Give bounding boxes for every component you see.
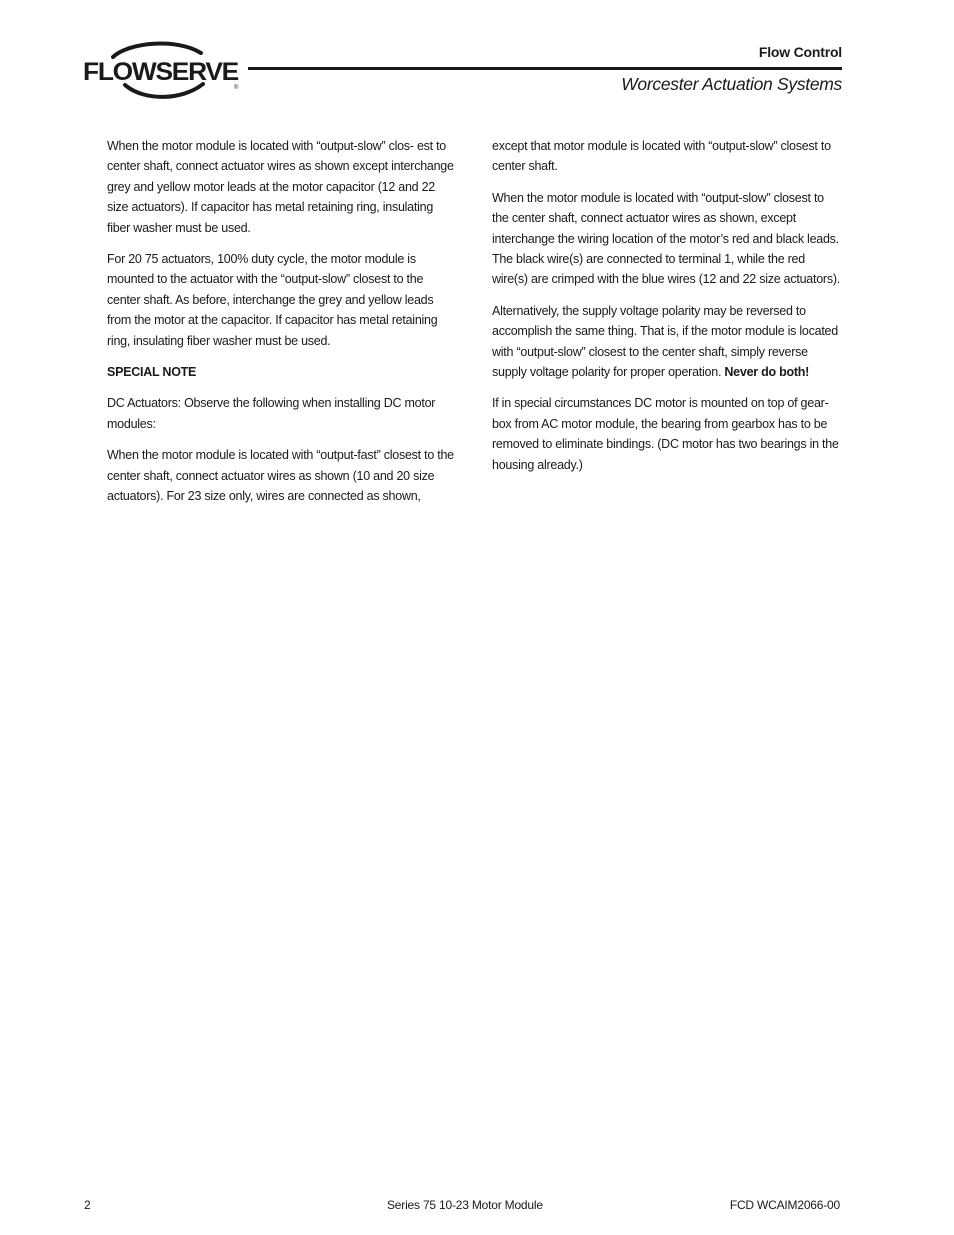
right-paragraph-1: except that motor module is located with “output-slow” closest to center shaft. xyxy=(492,139,831,174)
right-paragraph-4: If in special circumstances DC motor is mounted on top of gear- box from AC motor module, the bearing from gearbox has to be removed to eliminate bindings. (DC motor has two bearings in the housing already.) xyxy=(492,396,839,472)
right-column xyxy=(492,136,840,486)
left-paragraph-1: When the motor module is located with “output-slow” clos- est to center shaft, connect actuator wires as shown except interchange grey and yellow motor leads at the motor capacitor (12 and 22 size actuators). If capacitor has metal retaining ring, insulating fiber washer must be used. xyxy=(107,139,454,235)
page-number: 2 xyxy=(84,1198,91,1212)
header-rule xyxy=(248,67,842,70)
footer-document-title: Series 75 10-23 Motor Module xyxy=(387,1198,543,1212)
left-paragraph-4: When the motor module is located with “output-fast” closest to the center shaft, connect actuator wires as shown (10 and 20 size actuators). For 23 size only, wires are connected as shown, xyxy=(107,448,454,504)
footer-document-code: FCD WCAIM2066-00 xyxy=(729,1198,840,1212)
special-note-heading: SPECIAL NOTE xyxy=(107,365,197,380)
header-subtitle: Worcester Actuation Systems xyxy=(621,74,842,94)
logo-wordmark: FLOWSERVE xyxy=(83,58,239,86)
right-paragraph-3 xyxy=(492,301,840,383)
logo-registered-mark: ® xyxy=(234,85,239,91)
right-paragraph-2: When the motor module is located with “output-slow” closest to the center shaft, connect actuator wires as shown, except interchange the wiring location of the motor’s red and black leads. The black wire(s) are connected to terminal 1, while the red wire(s) are crimped with the blue wires (12 and 22 size actuators). xyxy=(492,190,840,287)
flowserve-logo xyxy=(83,40,241,102)
header-title: Flow Control xyxy=(758,44,842,60)
left-paragraph-3: DC Actuators: Observe the following when installing DC motor modules: xyxy=(107,396,436,431)
flowserve-logo-icon xyxy=(83,40,241,102)
left-paragraph-2: For 20 75 actuators, 100% duty cycle, the motor module is mounted to the actuator with the “output-slow” closest to the center shaft. As before, interchange the grey and yellow leads from the motor at the capacitor. If capacitor has metal retaining ring, insulating fiber washer must be used. xyxy=(107,252,438,348)
warning-text: Never do both! xyxy=(724,365,810,380)
left-column xyxy=(107,136,455,518)
right-paragraph-3-text: Alternatively, the supply voltage polarity may be reversed to accomplish the same thing. That is, if the motor module is located with “output-slow” closest to the center shaft, simply reverse supply voltage polarity for proper operation. xyxy=(492,303,838,380)
